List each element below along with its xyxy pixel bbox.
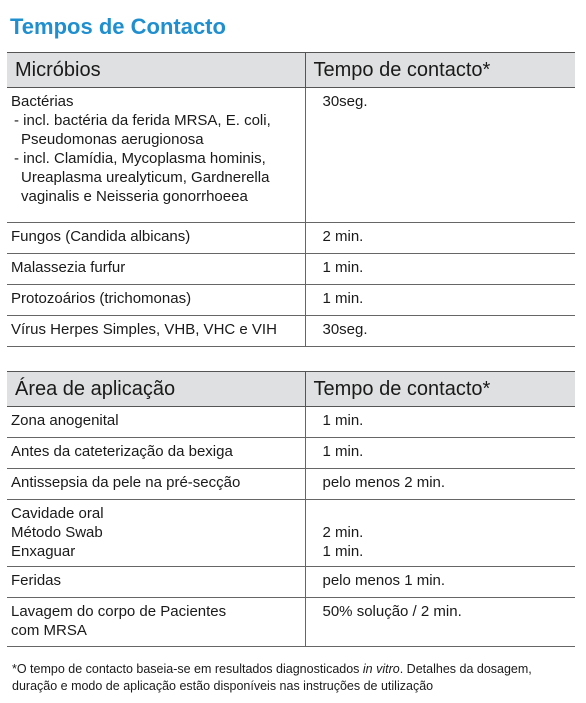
column-header-contact-time: Tempo de contacto*: [305, 372, 575, 407]
table-row-oral-cavity: [7, 500, 575, 567]
contact-time: 1 min.: [305, 285, 575, 316]
bacteria-sub-line: vaginalis e Neisseria gonorrhoeea: [21, 188, 248, 205]
column-header-contact-time: Tempo de contacto*: [305, 53, 575, 88]
area-name: Antes da cateterização da bexiga: [7, 438, 305, 469]
footnote-text: *O tempo de contacto baseia-se em resultados diagnosticados: [12, 662, 363, 676]
microbe-name: Protozoários (trichomonas): [7, 285, 305, 316]
table-row: [7, 567, 575, 598]
oral-times-cell: [305, 500, 575, 567]
microbes-table: [7, 52, 575, 347]
mrsa-line: com MRSA: [11, 622, 87, 639]
oral-cavity-cell: [7, 500, 305, 567]
footnote-italic: in vitro: [362, 662, 400, 676]
oral-line: Enxaguar: [11, 543, 76, 560]
table-row: [7, 316, 575, 347]
contact-time: 2 min.: [322, 524, 364, 541]
oral-line: Cavidade oral: [11, 505, 104, 522]
table-row: [7, 469, 575, 500]
footnote-line-1: [12, 661, 578, 678]
table-row-bacteria: [7, 88, 575, 223]
bacteria-cell: [7, 88, 305, 223]
table-header-row: [7, 53, 575, 88]
bacteria-time: 30seg.: [305, 88, 575, 223]
contact-time: 1 min.: [305, 438, 575, 469]
bacteria-sub-line: - incl. Clamídia, Mycoplasma hominis,: [14, 150, 266, 167]
table-row: [7, 438, 575, 469]
bacteria-sub-line: Ureaplasma urealyticum, Gardnerella: [21, 169, 270, 186]
table-row: [7, 285, 575, 316]
mrsa-line: Lavagem do corpo de Pacientes: [11, 603, 227, 620]
table-row-mrsa: [7, 598, 575, 647]
contact-time: 1 min.: [322, 543, 364, 560]
mrsa-cell: [7, 598, 305, 647]
column-header-microbes: Micróbios: [7, 53, 305, 88]
column-header-application-area: Área de aplicação: [7, 372, 305, 407]
bacteria-sub-line: Pseudomonas aerugionosa: [21, 131, 204, 148]
bacteria-sub-line: - incl. bactéria da ferida MRSA, E. coli,: [14, 112, 271, 129]
footnote-line-2: duração e modo de aplicação estão disponíveis nas instruções de utilização: [12, 679, 434, 693]
table-row: [7, 407, 575, 438]
microbe-name: Fungos (Candida albicans): [7, 223, 305, 254]
microbe-name: Malassezia furfur: [7, 254, 305, 285]
microbe-name: Vírus Herpes Simples, VHB, VHC e VIH: [7, 316, 305, 347]
contact-time: 2 min.: [305, 223, 575, 254]
contact-time: pelo menos 2 min.: [305, 469, 575, 500]
bacteria-label: Bactérias: [11, 93, 74, 110]
area-name: Zona anogenital: [7, 407, 305, 438]
footnote-text: . Detalhes da dosagem,: [399, 662, 532, 676]
footnote: [12, 661, 578, 695]
table-header-row: [7, 372, 575, 407]
application-area-table: [7, 371, 575, 647]
oral-line: Método Swab: [11, 524, 103, 541]
page-title: Tempos de Contacto: [10, 14, 226, 39]
contact-time: 1 min.: [305, 254, 575, 285]
area-name: Feridas: [7, 567, 305, 598]
table-row: [7, 223, 575, 254]
contact-time: pelo menos 1 min.: [305, 567, 575, 598]
contact-time: 30seg.: [305, 316, 575, 347]
table-row: [7, 254, 575, 285]
contact-time: 50% solução / 2 min.: [305, 598, 575, 647]
contact-time: 1 min.: [305, 407, 575, 438]
area-name: Antissepsia da pele na pré-secção: [7, 469, 305, 500]
